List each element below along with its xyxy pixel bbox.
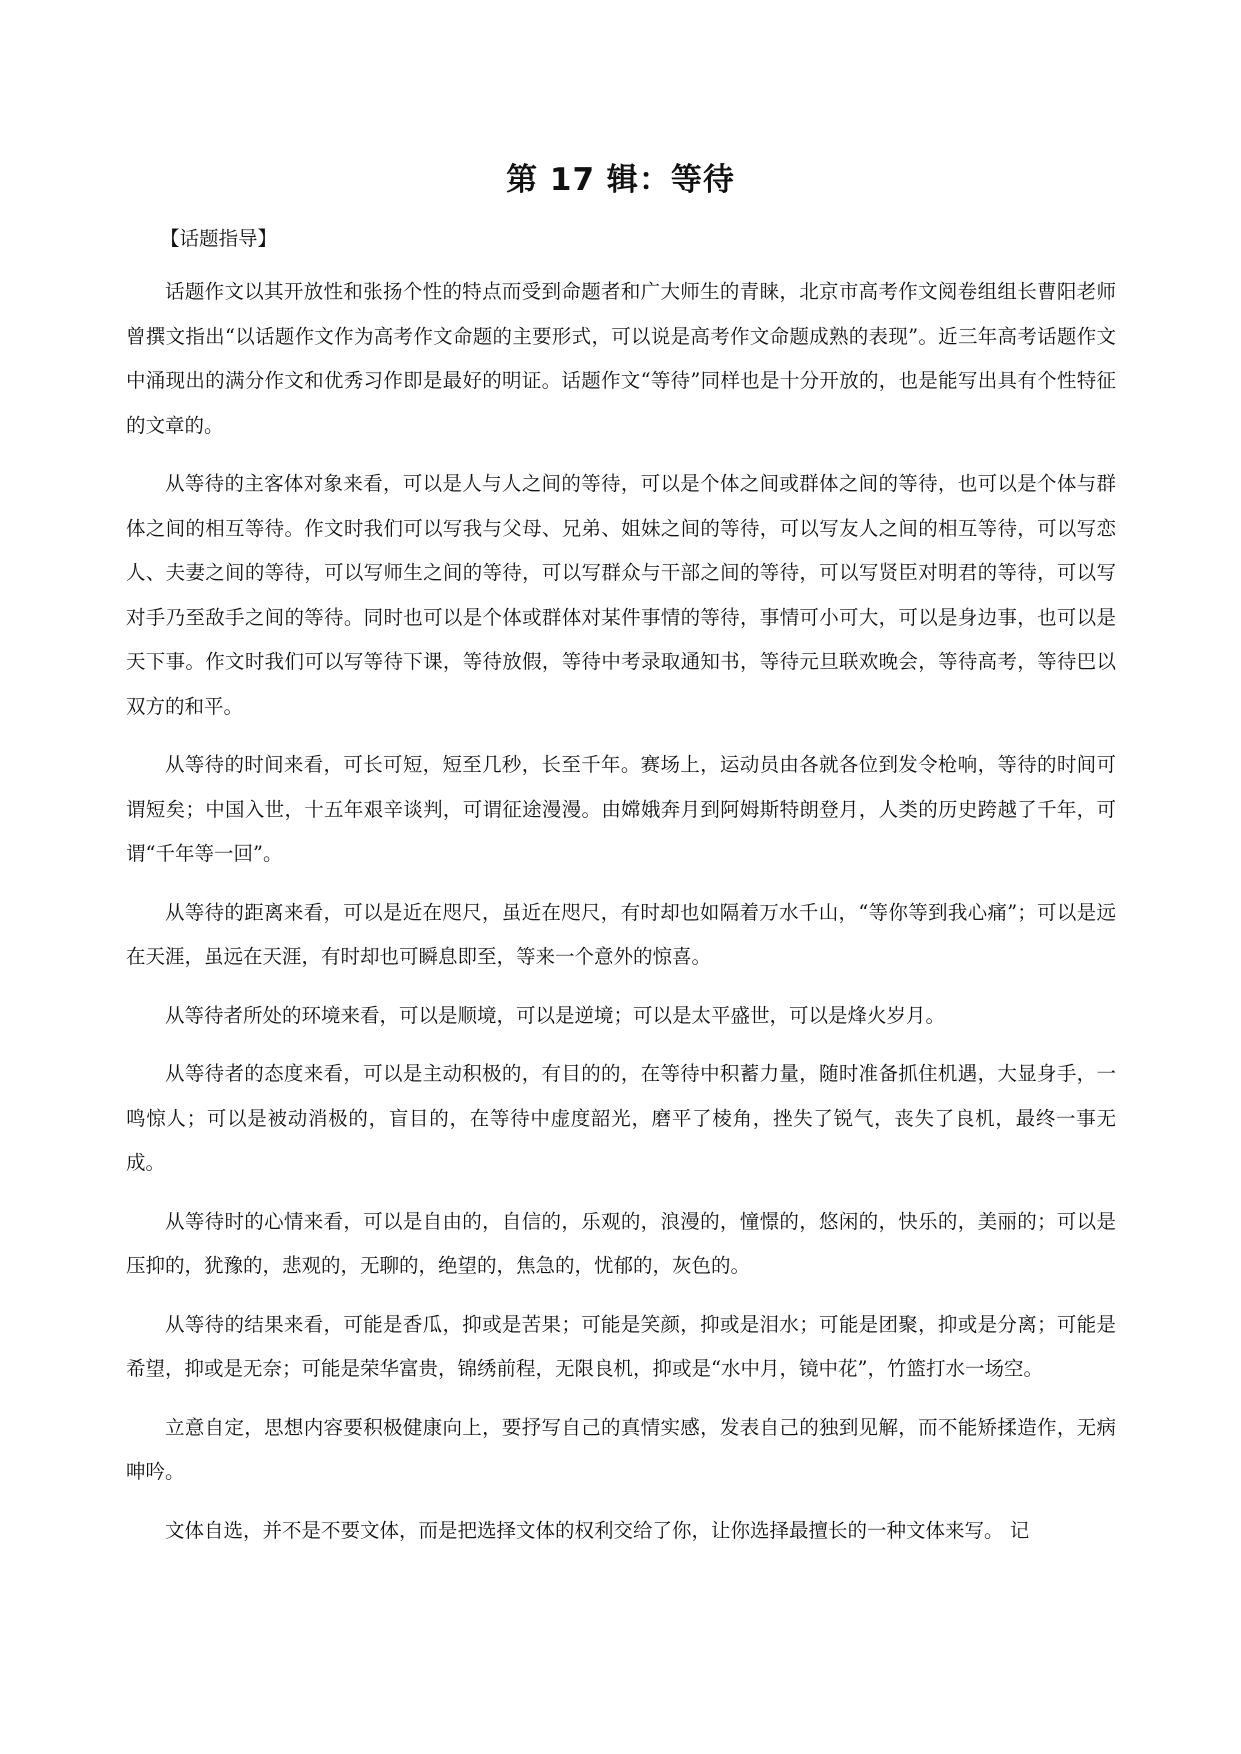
document-body xyxy=(126,222,1116,1567)
paragraph-subject-object: 从等待的主客体对象来看，可以是人与人之间的等待，可以是个体之间或群体之间的等待，也可以是个体与群体之间的相互等待。作文时我们可以写我与父母、兄弟、姐妹之间的等待，可以写友人之间的相互等待，可以写恋人、夫妻之间的等待，可以写师生之间的等待，可以写群众与干部之间的等待，可以写贤臣对明君的等待，可以写对手乃至敌手之间的等待。同时也可以是个体或群体对某件事情的等待，事情可小可大，可以是身边事，也可以是天下事。作文时我们可以写等待下课，等待放假，等待中考录取通知书，等待元旦联欢晚会，等待高考，等待巴以双方的和平。 xyxy=(126,472,1116,718)
paragraph-attitude: 从等待者的态度来看，可以是主动积极的，有目的的，在等待中积蓄力量，随时准备抓住机遇，大显身手，一鸣惊人；可以是被动消极的，盲目的，在等待中虚度韶光，磨平了棱角，挫失了锐气，丧失了良机，最终一事无成。 xyxy=(126,1062,1116,1174)
paragraph-distance: 从等待的距离来看，可以是近在咫尺，虽近在咫尺，有时却也如隔着万水千山，“等你等到我心痛”；可以是远在天涯，虽远在天涯，有时却也可瞬息即至，等来一个意外的惊喜。 xyxy=(126,900,1116,968)
paragraph-result: 从等待的结果来看，可能是香瓜，抑或是苦果；可能是笑颜，抑或是泪水；可能是团聚，抑或是分离；可能是希望，抑或是无奈；可能是荣华富贵，锦绣前程，无限良机，抑或是“水中月，镜中花”，竹篮打水一场空。 xyxy=(126,1312,1116,1380)
section-label: 【话题指导】 xyxy=(160,227,278,250)
page-title: 第 17 辑：等待 xyxy=(506,162,735,198)
paragraph-intro: 话题作文以其开放性和张扬个性的特点而受到命题者和广大师生的青睐，北京市高考作文阅卷组组长曹阳老师曾撰文指出“以话题作文作为高考作文命题的主要形式，可以说是高考作文命题成熟的表现”。近三年高考话题作文中涌现出的满分作文和优秀习作即是最好的明证。话题作文“等待”同样也是十分开放的，也是能写出具有个性特征的文章的。 xyxy=(126,280,1116,437)
paragraph-style: 文体自选，并不是不要文体，而是把选择文体的权利交给了你，让你选择最擅长的一种文体来写。 记 xyxy=(165,1518,1030,1542)
paragraph-theme: 立意自定，思想内容要积极健康向上，要抒写自己的真情实感，发表自己的独到见解，而不能矫揉造作，无病呻吟。 xyxy=(126,1415,1116,1483)
paragraph-mood: 从等待时的心情来看，可以是自由的，自信的，乐观的，浪漫的，憧憬的，悠闲的，快乐的，美丽的；可以是压抑的，犹豫的，悲观的，无聊的，绝望的，焦急的，忧郁的，灰色的。 xyxy=(126,1209,1116,1277)
paragraph-environment: 从等待者所处的环境来看，可以是顺境，可以是逆境；可以是太平盛世，可以是烽火岁月。 xyxy=(165,1003,946,1027)
paragraph-time: 从等待的时间来看，可长可短，短至几秒，长至千年。赛场上，运动员由各就各位到发令枪响，等待的时间可谓短矣；中国入世，十五年艰辛谈判，可谓征途漫漫。由嫦娥奔月到阿姆斯特朗登月，人类的历史跨越了千年，可谓“千年等一回”。 xyxy=(126,753,1116,865)
